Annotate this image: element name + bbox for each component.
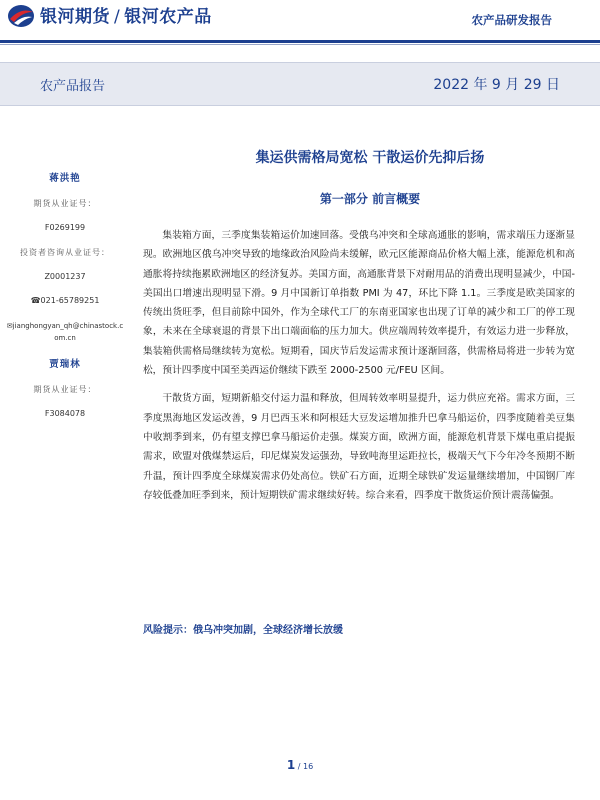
galaxy-logo-icon bbox=[6, 3, 36, 29]
report-info-band bbox=[0, 62, 600, 106]
analyst2-name: 贾瑞林 bbox=[49, 359, 81, 370]
analyst-sidebar bbox=[0, 170, 130, 433]
page-number bbox=[0, 758, 600, 772]
paragraph-dry-bulk: 干散货方面，短期新船交付运力温和释放，但周转效率明显提升，运力供应充裕。需求方面，三季度黑海地区发运改善，9 月巴西玉米和阿根廷大豆发运增加推升巴拿马船运价，四季度随着美豆集中收割季到来，仍有望支撑巴拿马船运价走强。煤炭方面，欧洲方面，能源危机背景下煤电重启提振需求，欧盟对俄煤禁运后，印尼煤炭发运强劲，导致吨海里运距拉长，极端天气下今年冷冬预期不断升温，预计四季度全球煤炭需求仍处高位。铁矿石方面，近期全球铁矿发运量继续增加，中国钢厂库存较低叠加旺季到来，预计短期铁矿需求继续好转。综合来看，四季度干散货运价预计震荡偏强。 bbox=[143, 393, 575, 501]
page-header bbox=[0, 0, 600, 40]
analyst1-phone: ☎021-65789251 bbox=[30, 296, 100, 305]
report-title: 集运供需格局宽松 干散运价先抑后扬 bbox=[255, 150, 485, 166]
report-body bbox=[143, 226, 575, 514]
header-divider bbox=[0, 40, 600, 43]
analyst1-email: ✉jianghongyan_qh@chinastock.com.cn bbox=[6, 322, 124, 342]
header-divider-thin bbox=[0, 44, 600, 45]
analyst2-qualification-label: 期货从业证号： bbox=[33, 385, 97, 394]
report-date: 2022 年 9 月 29 日 bbox=[433, 77, 560, 93]
sub-brand-name: 银河农产品 bbox=[124, 7, 212, 27]
page-total: / 16 bbox=[297, 762, 314, 771]
risk-warning: 风险提示：俄乌冲突加剧，全球经济增长放缓 bbox=[143, 625, 343, 636]
analyst1-consult-label: 投资者咨询从业证号： bbox=[20, 248, 110, 257]
analyst1-name: 蒋洪艳 bbox=[49, 173, 81, 184]
analyst1-qualification: F0269199 bbox=[44, 223, 86, 232]
paragraph-container: 集装箱方面，三季度集装箱运价加速回落。受俄乌冲突和全球高通胀的影响，需求端压力逐渐显现。欧洲地区俄乌冲突导致的地缘政治风险尚未缓解，欧元区能源商品价格大幅上涨，能源危机和高通胀将持续拖累欧洲地区的经济复苏。美国方面，高通胀背景下对耐用品的消费出现明显减少，中国-美国出口增速出现明显下滑。9 月中国新订单指数 PMI 为 47，环比下降 1.1。三季度是欧美国家的传统出货旺季，但目前除中国外，作为全球代工厂的东南亚国家也出现了订单的减少和工厂的停工现象，未来在全球衰退的背景下出口端面临的压力加大。供应端周转效率提升，有效运力进一步释放，集装箱供需格局继续转为宽松。短期看，国庆节后发运需求预计逐渐回落，供需格局将进一步转为宽松，预计四季度中国至美西运价继续下跌至 2000-2500 元/FEU 区间。 bbox=[143, 230, 575, 377]
brand-title bbox=[40, 2, 212, 27]
brand-divider: / bbox=[114, 7, 121, 27]
page-current: 1 bbox=[286, 758, 296, 772]
report-category: 农产品报告 bbox=[40, 79, 106, 94]
section-title: 第一部分 前言概要 bbox=[319, 192, 421, 206]
analyst2-qualification: F3084078 bbox=[44, 409, 86, 418]
brand-name: 银河期货 bbox=[40, 7, 110, 27]
report-type: 农产品研发报告 bbox=[471, 13, 552, 27]
analyst1-qualification-label: 期货从业证号： bbox=[33, 199, 97, 208]
analyst1-consult: Z0001237 bbox=[44, 272, 86, 281]
